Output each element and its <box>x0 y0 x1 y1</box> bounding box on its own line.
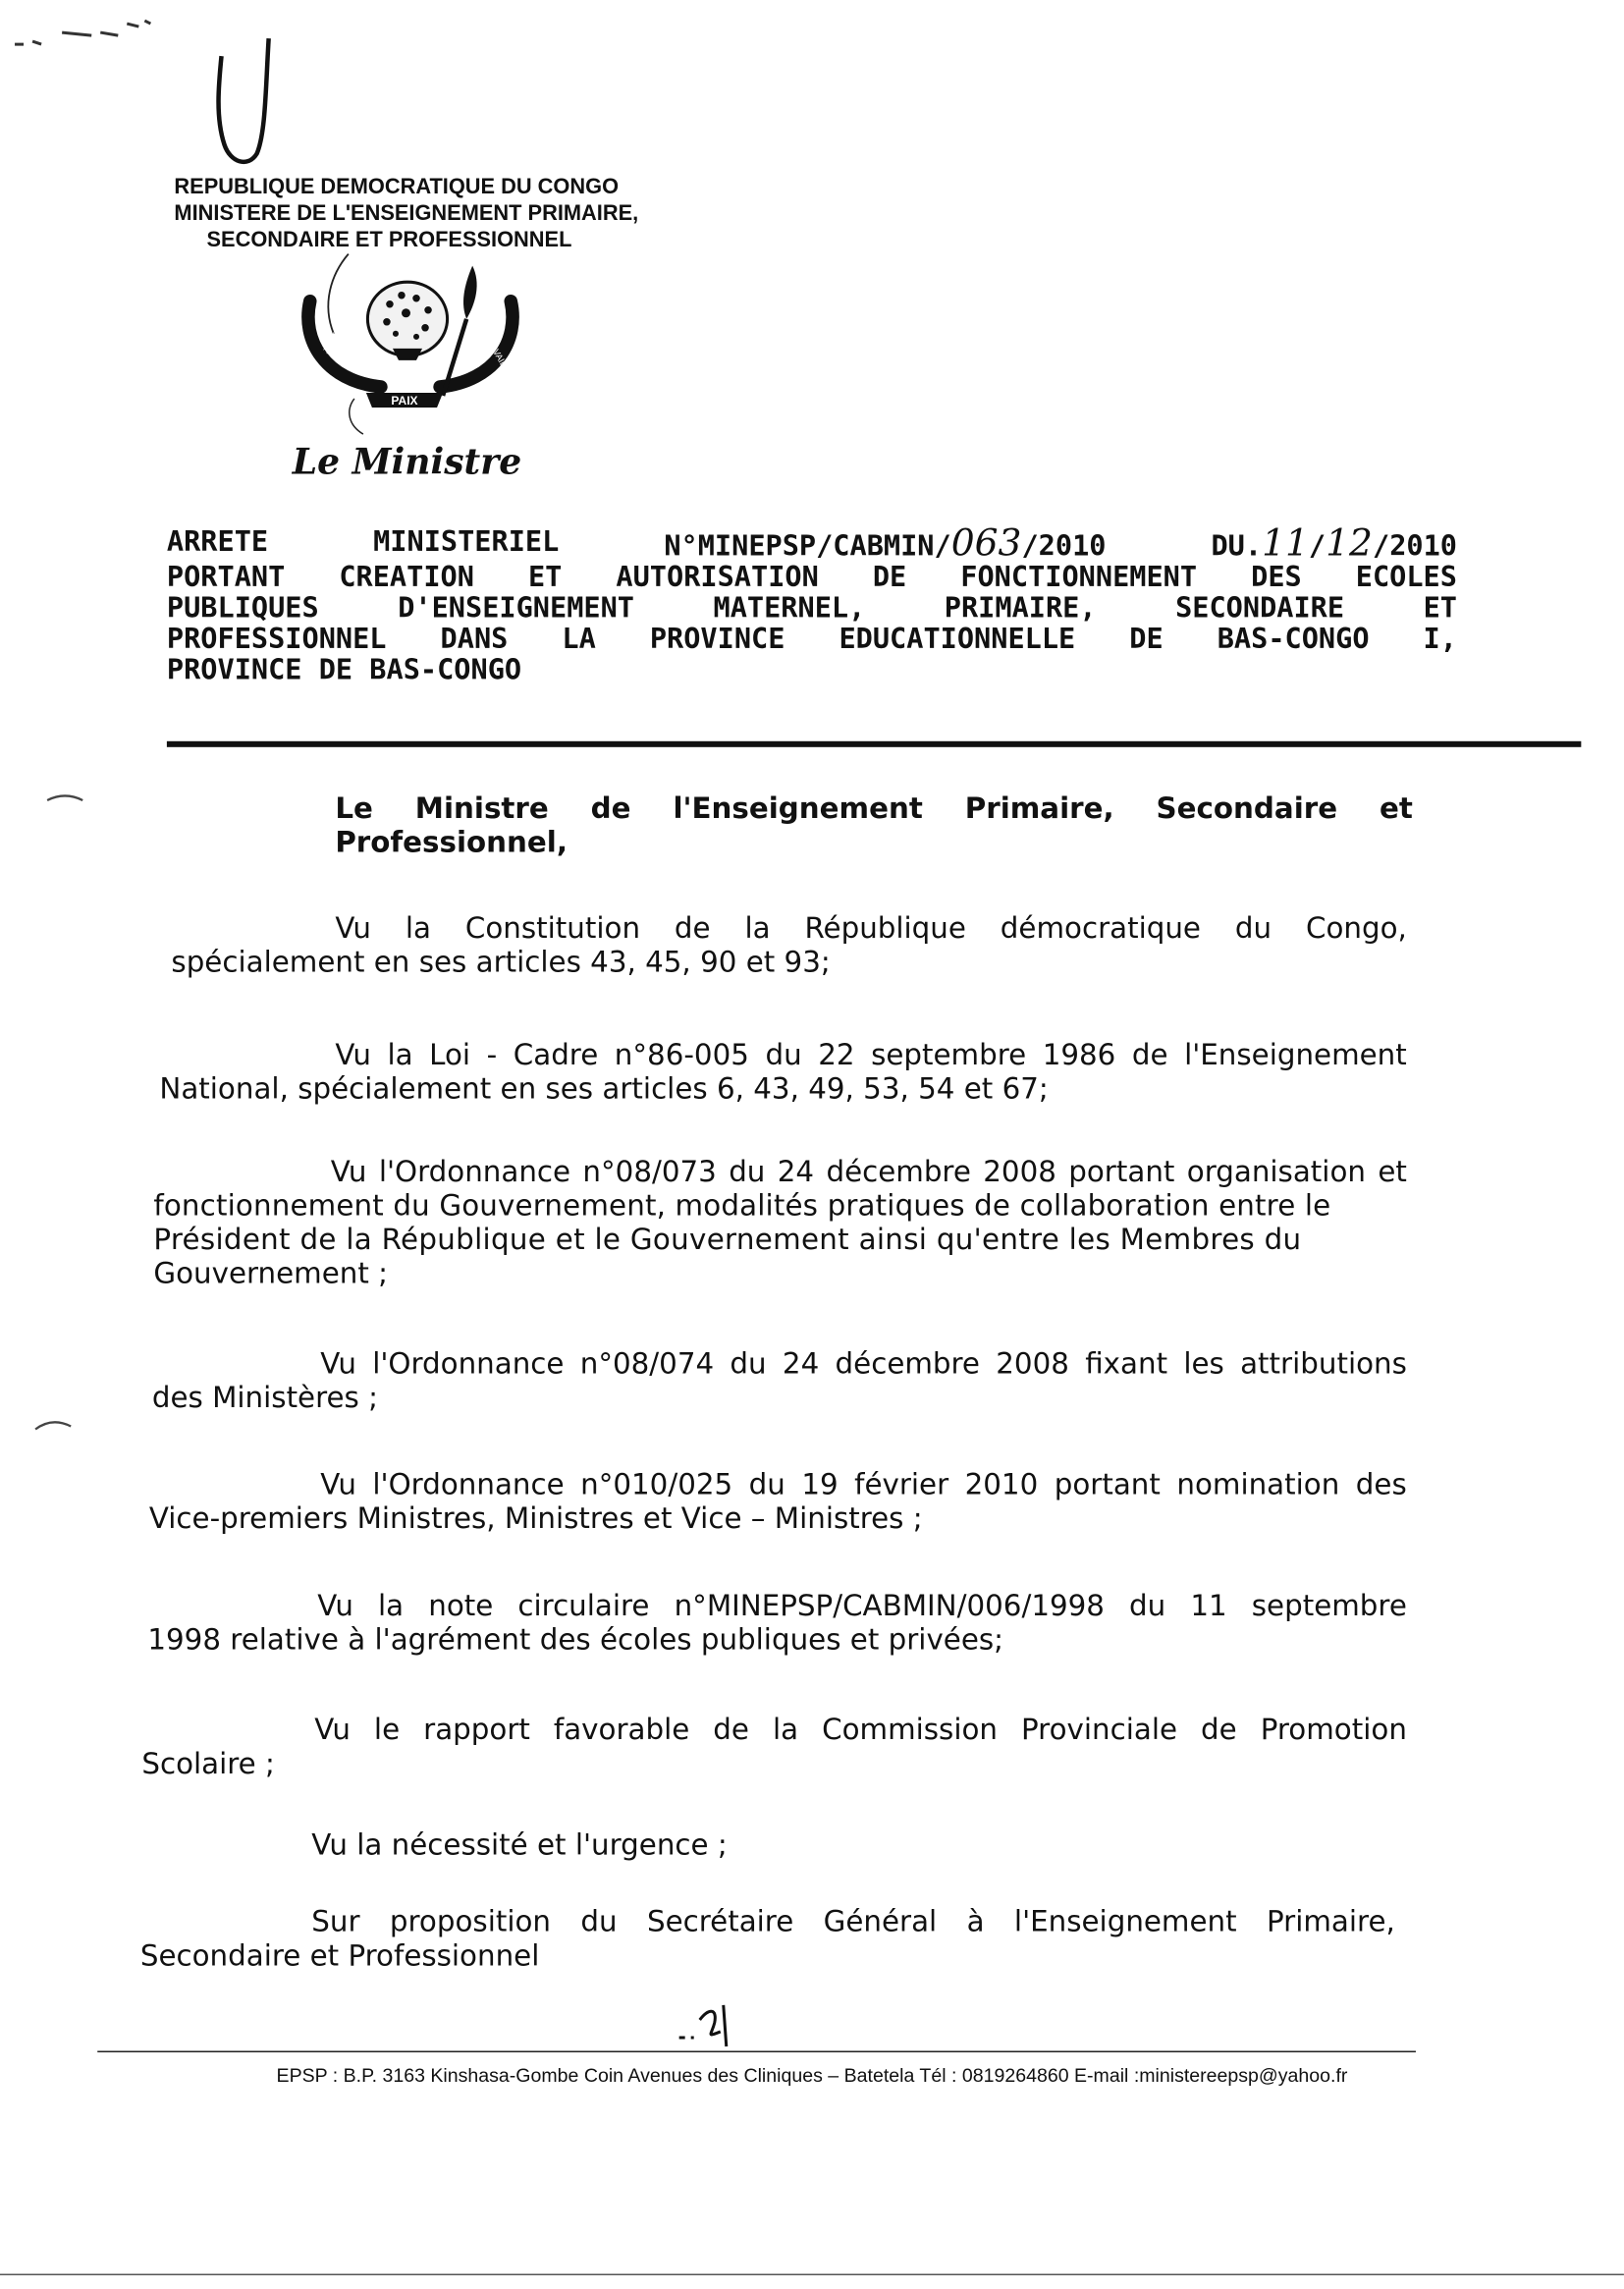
word: du <box>765 1038 802 1072</box>
paragraph-first-line <box>320 1468 1407 1502</box>
paragraph-line: Gouvernement ; <box>153 1256 389 1291</box>
word: février <box>854 1467 949 1502</box>
intro-word: et <box>1380 790 1413 826</box>
paragraph-line: fonctionnement du Gouvernement, modalités pratiques de collaboration entre le <box>153 1188 1331 1223</box>
signature-title: Le Ministre <box>292 440 522 483</box>
word: le <box>373 1713 401 1747</box>
title-word: LA <box>562 623 596 656</box>
title-divider <box>167 741 1581 747</box>
word: l'Enseignement <box>1013 1904 1237 1939</box>
word: 19 <box>801 1467 839 1502</box>
word: du <box>1129 1588 1166 1623</box>
word: n°08/073 <box>582 1154 717 1189</box>
word: attributions <box>1240 1346 1407 1381</box>
recital-paragraph <box>147 1038 1407 1106</box>
word: des <box>1355 1467 1407 1502</box>
emblem-motto-right: TRAVAIL <box>482 332 510 369</box>
word: les <box>1183 1346 1224 1381</box>
word: du <box>748 1467 785 1502</box>
word: 24 <box>782 1346 820 1381</box>
word: septembre <box>871 1038 1027 1072</box>
word: n°86-005 <box>614 1038 749 1072</box>
paragraph-first-line <box>320 1346 1407 1381</box>
decree-title <box>166 520 1458 687</box>
scan-mark <box>32 1417 77 1432</box>
word: - <box>486 1038 498 1072</box>
paragraph-line: 1998 relative à l'agrément des écoles publiques et privées; <box>147 1622 1004 1658</box>
title-word: D'ENSEIGNEMENT <box>398 591 635 626</box>
word: rapport <box>423 1713 530 1747</box>
scan-mark <box>44 791 88 806</box>
word: de <box>1201 1713 1237 1747</box>
recital-paragraph <box>147 1346 1407 1414</box>
paragraph-first-line <box>335 1038 1407 1072</box>
paragraph-first-line <box>331 1155 1407 1189</box>
intro-line: Professionnel, <box>335 825 568 860</box>
handwritten-initials <box>677 1993 744 2049</box>
word: Secrétaire <box>646 1904 794 1939</box>
title-word: PRIMAIRE, <box>944 591 1097 626</box>
word: Provinciale <box>1021 1713 1178 1747</box>
title-word: PORTANT <box>166 561 286 594</box>
word: Constitution <box>464 910 641 946</box>
paragraph-line: spécialement en ses articles 43, 45, 90 et 93; <box>171 945 831 979</box>
word: décembre <box>826 1154 971 1189</box>
word: de <box>674 910 711 946</box>
word: proposition <box>389 1904 552 1939</box>
title-line <box>167 593 1457 625</box>
scan-edge-line <box>0 2274 1624 2276</box>
emblem-motto-band: PAIX <box>391 393 418 408</box>
paragraph-line: Président de la République et le Gouvernement ainsi qu'entre les Membres du <box>153 1222 1302 1257</box>
coat-of-arms-emblem <box>290 245 532 440</box>
title-word: CREATION <box>339 561 474 594</box>
intro-word: Ministre <box>414 790 549 826</box>
word: l'Enseignement <box>1184 1038 1407 1072</box>
word: Primaire, <box>1266 1904 1395 1939</box>
word: fixant <box>1085 1346 1168 1381</box>
recital-paragraph <box>147 1589 1407 1657</box>
footer-divider <box>97 2051 1416 2053</box>
word: du <box>580 1904 618 1939</box>
intro-word: Secondaire <box>1156 790 1338 826</box>
word: Promotion <box>1260 1713 1407 1747</box>
word: Général <box>823 1904 938 1939</box>
word: la <box>744 910 771 946</box>
decree-date: DU.11/12/2010 <box>1211 520 1458 565</box>
paragraph-first-line <box>311 1905 1395 1939</box>
title-word: SECONDAIRE <box>1175 591 1345 626</box>
word: démocratique <box>1000 910 1201 946</box>
word: du <box>1234 910 1272 946</box>
title-word: ECOLES <box>1355 561 1457 594</box>
word: portant <box>1054 1467 1161 1502</box>
word: la <box>405 910 431 946</box>
title-word: PROFESSIONNEL <box>166 623 387 656</box>
word: Vu <box>314 1713 351 1747</box>
recital-paragraph <box>147 1468 1407 1536</box>
issuer-intro <box>335 791 1413 859</box>
word: Sur <box>311 1904 360 1939</box>
intro-word: Le <box>335 790 373 826</box>
word: Congo, <box>1305 910 1407 946</box>
title-word: MATERNEL, <box>713 591 866 626</box>
recital-paragraph <box>147 1827 1407 1862</box>
title-word: BAS-CONGO <box>1217 623 1370 656</box>
paragraph-line: Secondaire et Professionnel <box>139 1938 540 1973</box>
title-word: DE <box>872 561 907 594</box>
handwritten-day: 11 <box>1262 520 1309 565</box>
word: la <box>387 1038 413 1072</box>
paragraph-first-line <box>335 911 1407 946</box>
word: l'Ordonnance <box>372 1467 565 1502</box>
word: 1986 <box>1042 1038 1116 1072</box>
paragraph-line: Scolaire ; <box>141 1746 275 1781</box>
word: décembre <box>835 1346 980 1381</box>
decree-number <box>664 520 1107 565</box>
title-line <box>167 656 1457 687</box>
word: Loi <box>429 1038 471 1072</box>
word: 11 <box>1190 1588 1227 1623</box>
decree-ref-year: /2010 <box>1021 529 1107 563</box>
paragraph-line: des Ministères ; <box>151 1380 379 1415</box>
word: 24 <box>777 1154 815 1189</box>
word: Vu <box>335 910 371 946</box>
word: du <box>729 1154 766 1189</box>
recital-paragraph <box>141 1713 1407 1781</box>
paragraph-first-line: Vu la nécessité et l'urgence ; <box>311 1827 728 1863</box>
word: n°MINEPSP/CABMIN/006/1998 <box>674 1588 1105 1623</box>
word: septembre <box>1251 1588 1407 1623</box>
title-line <box>166 520 1458 565</box>
word: Vu <box>335 1038 371 1072</box>
word: 2010 <box>964 1467 1039 1502</box>
intro-word: de <box>590 790 631 826</box>
header-line-ministry: MINISTERE DE L'ENSEIGNEMENT PRIMAIRE, <box>174 201 639 227</box>
title-word: ET <box>1423 591 1457 626</box>
word: 22 <box>818 1038 855 1072</box>
title-word: PUBLIQUES <box>166 591 319 626</box>
paragraph-line: National, spécialement en ses articles 6, 43, 49, 53, 54 et 67; <box>159 1071 1049 1107</box>
word: du <box>730 1346 767 1381</box>
handwritten-number: 063 <box>950 520 1022 565</box>
title-word: FONCTIONNEMENT <box>960 561 1198 594</box>
word: nomination <box>1176 1467 1340 1502</box>
title-word: MINISTERIEL <box>373 525 560 559</box>
word: l'Ordonnance <box>372 1346 565 1381</box>
decree-ref-prefix: N°MINEPSP/CABMIN/ <box>664 529 951 563</box>
word: note <box>428 1588 494 1623</box>
word: Vu <box>330 1154 367 1189</box>
word: 2008 <box>983 1154 1056 1189</box>
paragraph-line: Vice-premiers Ministres, Ministres et Vice – Ministres ; <box>148 1501 923 1536</box>
word: l'Ordonnance <box>378 1154 571 1189</box>
word: de <box>1131 1038 1168 1072</box>
footer-contact: EPSP : B.P. 3163 Kinshasa-Gombe Coin Avenues des Cliniques – Batetela Tél : 0819264860 E-mail :ministereepsp@yahoo.fr <box>276 2064 1348 2087</box>
word: République <box>804 910 966 946</box>
paragraph-first-line <box>317 1589 1407 1623</box>
word: circulaire <box>517 1588 650 1623</box>
date-prefix: DU. <box>1211 529 1263 563</box>
word: organisation <box>1186 1154 1366 1189</box>
header-line-ministry-2: SECONDAIRE ET PROFESSIONNEL <box>206 229 572 253</box>
intro-word: Primaire, <box>964 790 1114 826</box>
recital-paragraph <box>139 1904 1395 1973</box>
title-line <box>167 625 1457 656</box>
word: et <box>1378 1154 1407 1189</box>
issuer-header <box>174 174 638 253</box>
word: favorable <box>553 1713 690 1747</box>
title-word: DE <box>1129 623 1164 656</box>
title-word: DES <box>1251 561 1302 594</box>
word: la <box>772 1713 799 1747</box>
word: de <box>713 1713 749 1747</box>
handwritten-month: 12 <box>1326 520 1373 565</box>
scan-mark <box>12 12 159 56</box>
word: Commission <box>822 1713 999 1747</box>
recital-paragraph <box>147 1155 1407 1290</box>
word: Vu <box>317 1588 353 1623</box>
header-line-country: REPUBLIQUE DEMOCRATIQUE DU CONGO <box>174 175 620 199</box>
title-word: I, <box>1423 623 1457 656</box>
intro-word: l'Enseignement <box>673 790 923 826</box>
handwritten-initial <box>203 27 286 174</box>
emblem-motto-left: JUSTICE <box>320 318 349 355</box>
title-word: ET <box>527 561 563 594</box>
date-year: 2010 <box>1389 529 1458 563</box>
title-word: ARRETE <box>166 525 269 559</box>
word: portant <box>1068 1154 1175 1189</box>
word: n°08/074 <box>579 1346 715 1381</box>
title-line-text: PROVINCE DE BAS-CONGO <box>166 654 522 687</box>
title-line <box>167 563 1457 594</box>
word: Vu <box>320 1467 356 1502</box>
word: n°010/025 <box>580 1467 733 1502</box>
title-word: PROVINCE <box>649 623 785 656</box>
intro-line <box>335 791 1413 826</box>
paragraph-first-line <box>314 1713 1407 1747</box>
word: à <box>966 1904 985 1939</box>
word: Cadre <box>513 1038 599 1072</box>
recital-paragraph <box>147 911 1407 979</box>
title-word: EDUCATIONNELLE <box>839 623 1076 656</box>
title-word: AUTORISATION <box>616 561 819 594</box>
title-word: DANS <box>440 623 509 656</box>
word: Vu <box>320 1346 356 1381</box>
word: la <box>378 1588 405 1623</box>
word: 2008 <box>996 1346 1069 1381</box>
